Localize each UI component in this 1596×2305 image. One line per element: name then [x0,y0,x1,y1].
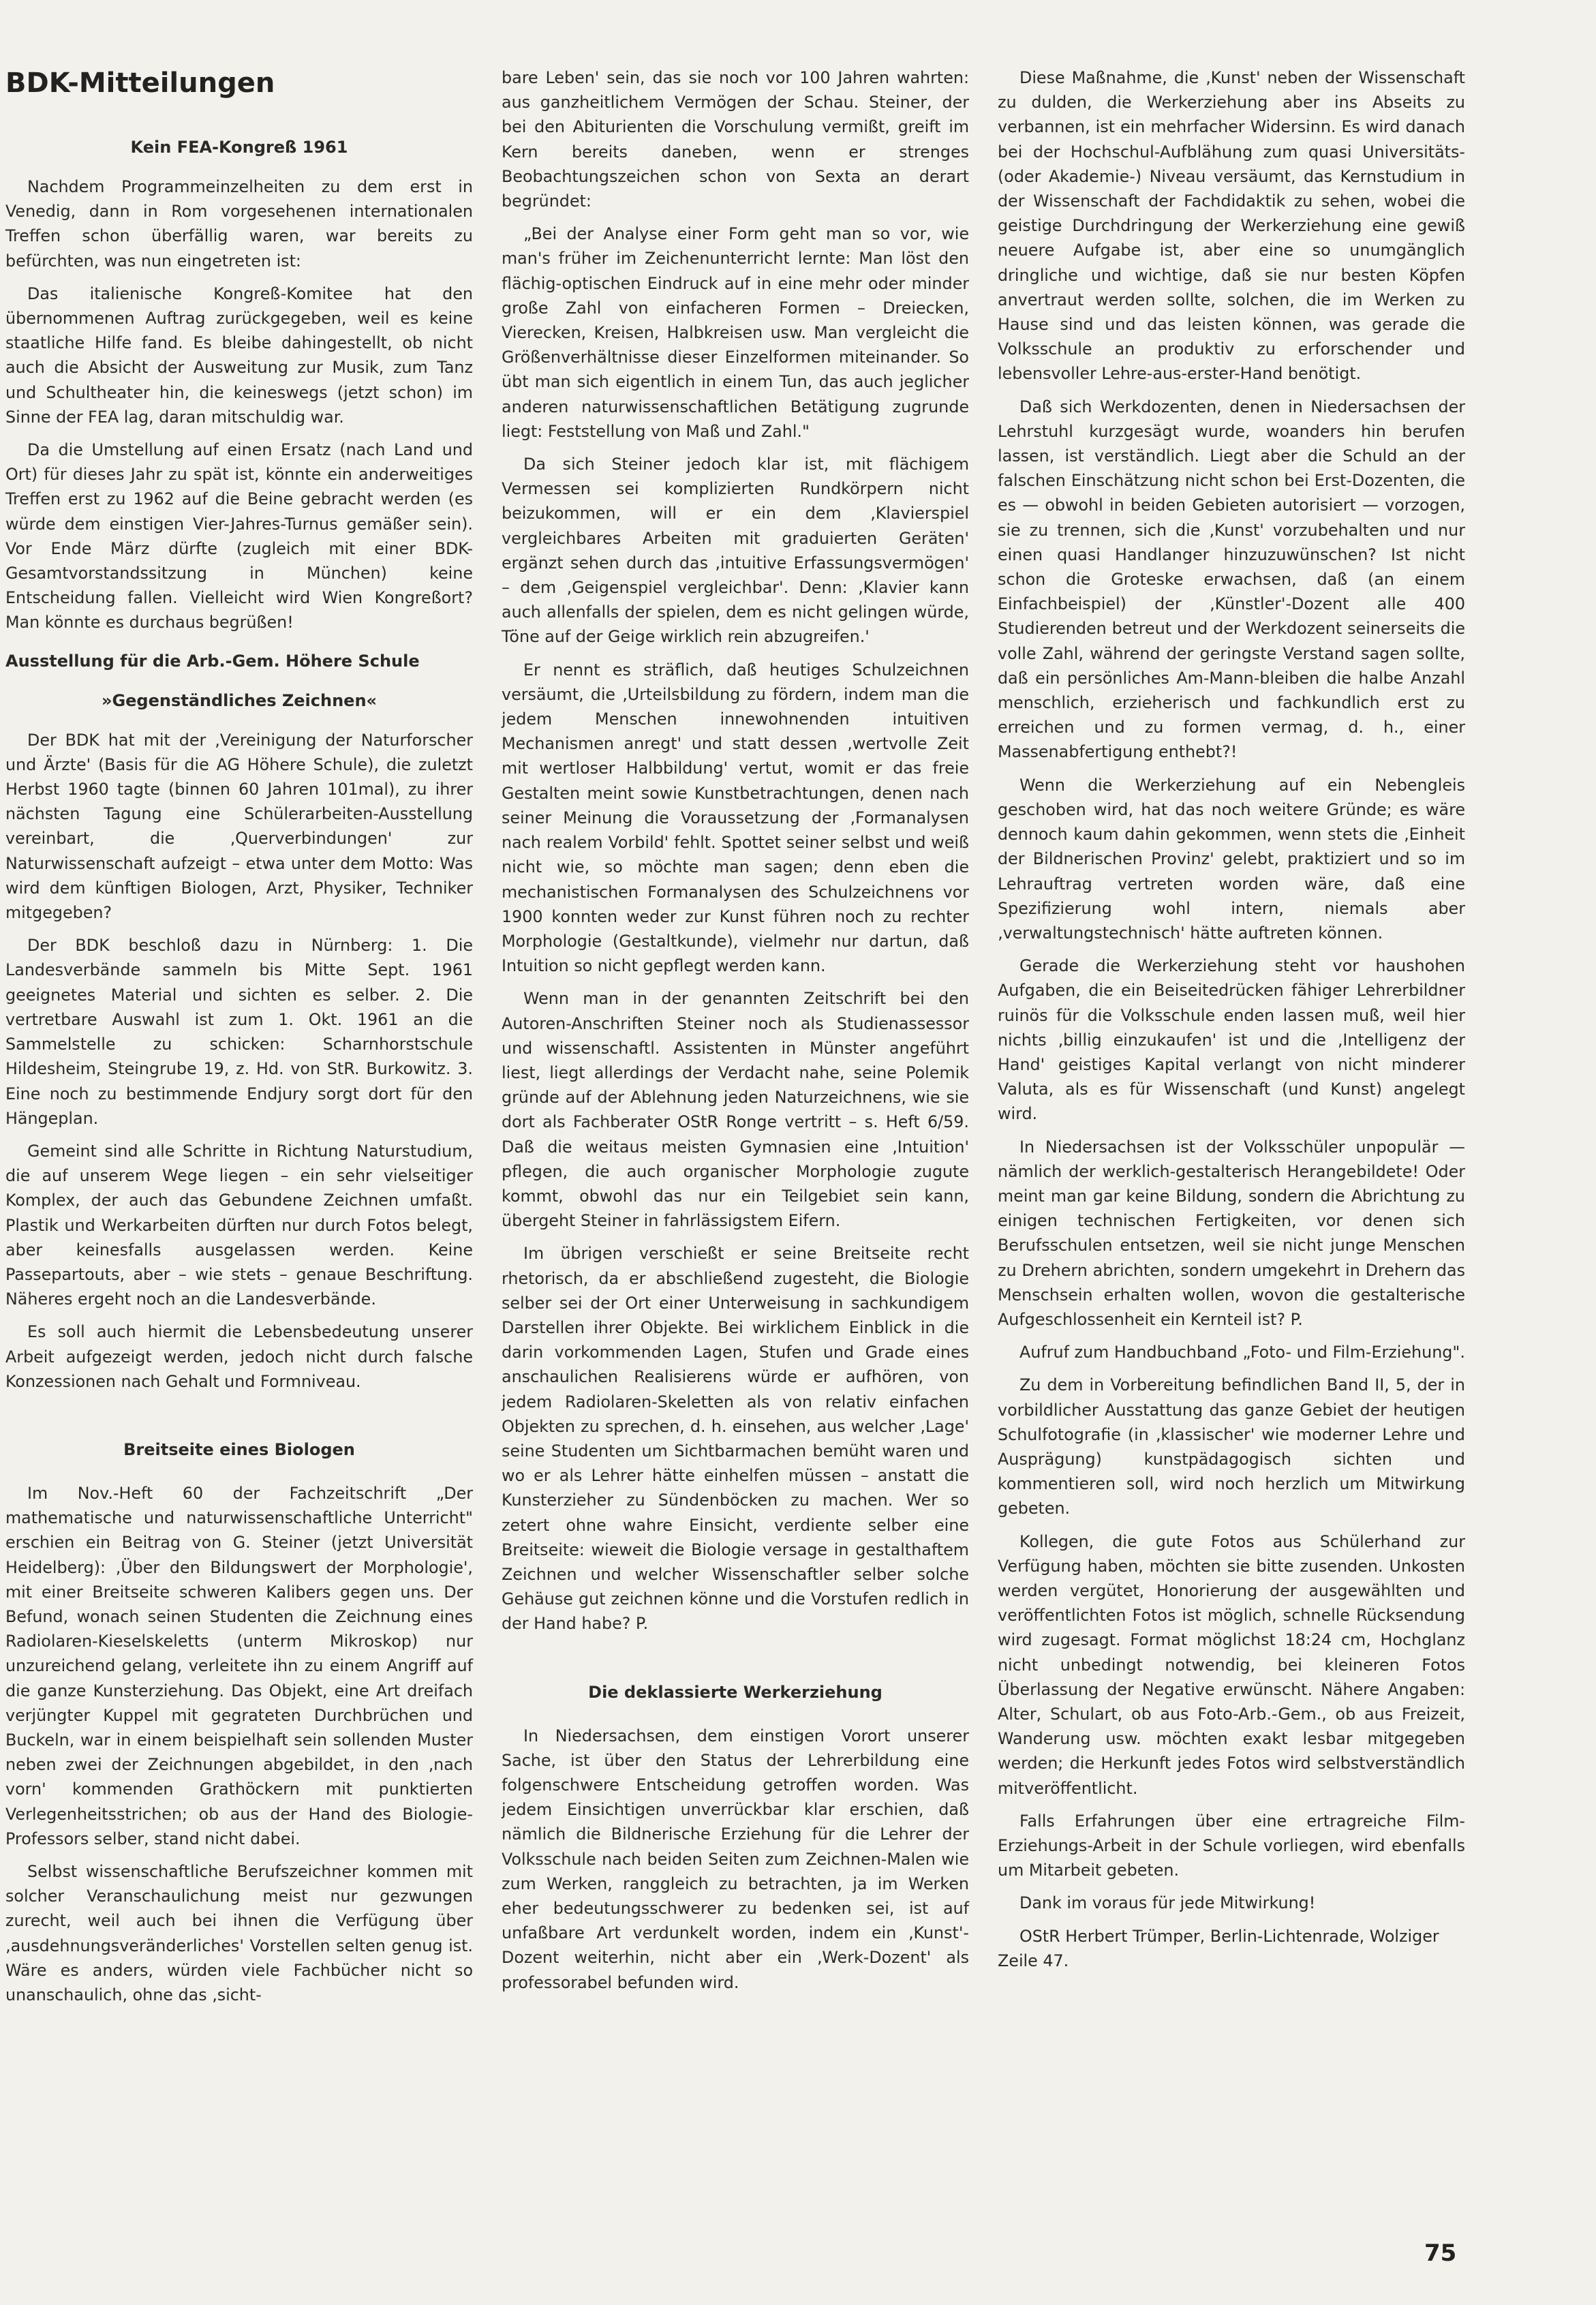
paragraph: Er nennt es sträflich, daß heutiges Schulzeichnen versäumt, die ‚Urteilsbildung zu fördern, indem man die jedem Menschen innewohnenden intuitiven Mechanismen anregt' und statt dessen ‚wertvolle Zeit mit wertloser Halbbildung' vertut, womit er das freie Gestalten meint sowie Kunstbetrachtungen, denen nach seiner Meinung die Voraussetzung der ‚Formanalysen nach realem Vorbild' fehlt. Spottet seiner selbst und weiß nicht wie, so möchte man sagen; denn eben die mechanistischen Formanalysen des Schulzeichnens vor 1900 konnten weder zur Kunst führen noch zu rechter Morphologie (Gestaltkunde), vielmehr nur dartun, daß Intuition so nicht gepflegt werden kann. [502,660,969,976]
paragraph: Gemeint sind alle Schritte in Richtung Naturstudium, die auf unserem Wege liegen – ein sehr vielseitiger Komplex, der auch das Gebundene Zeichnen umfaßt. Plastik und Werkarbeiten dürften nur durch Fotos belegt, aber keinesfalls ausgelassen werden. Keine Passepartouts, aber – wie stets – genaue Beschriftung. Näheres ergeht noch an die Landesverbände. [5,1141,473,1309]
section-subtitle-drawing: »Gegenständliches Zeichnen« [101,690,378,710]
quote-paragraph: „Bei der Analyse einer Form geht man so vor, wie man's früher im Zeichenunterricht lernte: Man löst den flächig-optischen Eindruck auf in eine mehr oder minder große Zahl von einfacheren Formen – Dreiecken, Vierecken, Kreisen, Halbkreisen usw. Man vergleicht die Größenverhältnisse dieser Einzelformen miteinander. So übt man sich eigentlich in einem Tun, das auch jeglicher anderen naturwissenschaftlichen Betätigung zugrunde liegt: Feststellung von Maß und Zahl." [502,224,969,441]
section-title-werkerziehung: Die deklassierte Werkerziehung [588,1682,883,1702]
paragraph: Es soll auch hiermit die Lebensbedeutung unserer Arbeit aufgezeigt werden, jedoch nicht durch falsche Konzessionen nach Gehalt und Formniveau. [5,1322,473,1391]
paragraph: Kollegen, die gute Fotos aus Schülerhand zur Verfügung haben, möchten sie bitte zusenden. Unkosten werden vergütet, Honorierung der ausgewählten und veröffentlichten Fotos ist möglich, schnelle Rücksendung wird zugesagt. Format möglichst 18:24 cm, Hochglanz nicht unbedingt notwendig, bei kleineren Fotos Überlassung der Negative erwünscht. Nähere Angaben: Alter, Schulart, ob aus Foto-Arb.-Gem., ob aus Freizeit, Wanderung usw. möchten exakt lesbar mitgegeben werden; die Herkunft jedes Fotos wird selbstverständlich mitveröffentlicht. [998,1531,1465,1798]
paragraph: In Niedersachsen ist der Volksschüler unpopulär — nämlich der werklich-gestalterisch Herangebildete! Oder meint man gar keine Bildung, sondern die Abrichtung zu einigen technischen Fertigkeiten, vor denen sich Berufsschulen entsetzen, weil sie nicht junge Menschen zu Drehern abrichten, sondern umgekehrt in Drehern das Menschsein erhalten wollen, wovon die gestalterische Aufgeschlossenheit ein Kernteil ist? P. [998,1137,1465,1329]
paragraph: Wenn die Werkerziehung auf ein Nebengleis geschoben wird, hat das noch weitere Gründe; es wäre dennoch kaum dahin gekommen, wenn stets die ‚Einheit der Bildnerischen Provinz' gelebt, praktiziert und so im Lehrauftrag vertreten worden wäre, daß eine Spezifizierung wohl intern, niemals aber ‚verwaltungstechnisch' hätte auftreten können. [998,775,1465,943]
paragraph: Zu dem in Vorbereitung befindlichen Band II, 5, der in vorbildlicher Ausstattung das ganze Gebiet der heutigen Schulfotografie (in ‚klassischer' wie moderner Lehre und Ausprägung) kunstpädagogisch sichten und kommentieren soll, wird noch herzlich um Mitwirkung gebeten. [998,1375,1465,1518]
paragraph: Falls Erfahrungen über eine ertragreiche Film-Erziehungs-Arbeit in der Schule vorliegen, wird ebenfalls um Mitarbeit gebeten. [998,1811,1465,1880]
paragraph: Im übrigen verschießt er seine Breitseite recht rhetorisch, da er abschließend zugesteht, die Biologie selber sei der Ort einer Unterweisung in sachkundigem Darstellen ihrer Objekte. Bei wirklichem Einblick in die darin vorkommenden Lagen, Stufen und Grade eines anschaulichen Realisierens würde er aufhören, von jedem Radiolaren-Skeletten als von relativ einfachen Objekten zu sprechen, d. h. einsehen, aus welcher ‚Lage' seine Studenten um Sichtbarmachen bemüht waren und wo er als Lehrer hätte einhelfen müssen – anstatt die Kunsterzieher zu Sündenböcken zu machen. Wer so zetert ohne wahre Einsicht, verdiente selber eine Breitseite: wieweit die Biologie versage in gestalthaftem Zeichnen und welcher Wissenschaftler selber solche Gehäuse gut zeichnen könne und die Vorstufen redlich in der Hand habe? P. [502,1244,969,1634]
page-heading: BDK-Mitteilungen [5,67,275,99]
column-left [5,65,473,2015]
paragraph: Diese Maßnahme, die ‚Kunst' neben der Wissenschaft zu dulden, die Werkerziehung aber ins Abseits zu verbannen, ist ein mehrfacher Widersinn. Es wird danach bei der Hochschul-Aufblähung zum quasi Universitäts- (oder Akademie-) Niveau versäumt, das Kernstudium in der Wissenschaft der Fachdidaktik zu sehen, wobei die geistige Durchdringung der Werkerziehung eine gewiß neuere Aufgabe ist, aber eine so unumgänglich dringliche und wichtige, daß sie nur besten Köpfen anvertraut werden sollte, solchen, die im Werken zu Hause sind und das leisten können, was gerade die Volksschule an produktiv zu erforschender und lebensvoller Lehre-aus-erster-Hand benötigt. [998,68,1465,384]
paragraph: In Niedersachsen, dem einstigen Vorort unserer Sache, ist über den Status der Lehrerbildung eine folgenschwere Entscheidung getroffen worden. Was jedem Einsichtigen unverrückbar klar erschien, daß nämlich die Bildnerische Erziehung für die Lehrer der Volksschule nach beiden Seiten zum Zeichnen-Malen wie zum Werken, ranggleich zu betrachten, ja im Werken eher bedeutungsschwerer zu bedenken sei, ist auf unfaßbare Art verdunkelt worden, indem ein ‚Kunst'-Dozent weiterhin, nicht aber ein ‚Werk-Dozent' als professorabel befunden wird. [502,1726,969,1992]
signature-address: OStR Herbert Trümper, Berlin-Lichtenrade, Wolziger Zeile 47. [998,1926,1439,1970]
appeal-heading: Aufruf zum Handbuchband „Foto- und Film-Erziehung". [1019,1343,1465,1362]
page-number: 75 [1424,2240,1457,2267]
paragraph: Da sich Steiner jedoch klar ist, mit flächigem Vermessen sei komplizierten Rundkörpern nicht beizukommen, will er ein dem ‚Klavierspiel vergleichbares Arbeiten mit graduierten Geräten' ergänzt sehen durch das ‚intuitive Erfassungsvermögen' – dem ‚Geigenspiel vergleichbar'. Denn: ‚Klavier kann auch allenfalls der spielen, dem es nicht gelingen würde, Töne auf der Geige wirklich rein abzugreifen.' [502,455,969,647]
column-right [998,65,1465,1981]
paragraph: Das italienische Kongreß-Komitee hat den übernommenen Auftrag zurückgegeben, weil es keine staatliche Hilfe fand. Es bleibe dahingestellt, ob nicht auch die Absicht der Ausweitung zur Musik, zum Tanz und Schultheater hin, die keineswegs (jetzt schon) im Sinne der FEA lag, daran mitschuldig war. [5,284,473,427]
paragraph: Dank im voraus für jede Mitwirkung! [1019,1893,1316,1913]
paragraph: Da die Umstellung auf einen Ersatz (nach Land und Ort) für dieses Jahr zu spät ist, könnte ein anderweitiges Treffen erst zu 1962 auf die Beine gebracht werden (es würde dem einstigen Vier-Jahres-Turnus gemäßer sein). Vor Ende März dürfte (zugleich mit einer BDK-Gesamtvorstandssitzung in München) keine Entscheidung fallen. Vielleicht wird Wien Kongreßort? Man könnte es durchaus begrüßen! [5,440,473,632]
section-title-biologist: Breitseite eines Biologen [123,1439,355,1459]
paragraph: Der BDK beschloß dazu in Nürnberg: 1. Die Landesverbände sammeln bis Mitte Sept. 1961 geeignetes Material und sichten es selber. 2. Die vertretbare Auswahl ist zum 1. Okt. 1961 an die Sammelstelle zu schicken: Scharnhorstschule Hildesheim, Steingrube 19, z. Hd. von StR. Burkowitz. 3. Eine noch zu bestimmende Endjury sorgt dort für den Hängeplan. [5,936,473,1128]
section-title-fea-congress: Kein FEA-Kongreß 1961 [130,138,348,157]
paragraph: Gerade die Werkerziehung steht vor haushohen Aufgaben, die ein Beiseitedrücken fähiger Lehrerbildner ruinös für die Volksschule enden lassen muß, weil hier nichts ‚billig einzukaufen' ist und die ‚Intelligenz der Hand' geistiges Kapital verlangt von nicht minderer Valuta, als es für Wissenschaft (und Kunst) angelegt wird. [998,956,1465,1124]
paragraph: Wenn man in der genannten Zeitschrift bei den Autoren-Anschriften Steiner noch als Studienassessor und wissenschaftl. Assistenten in Münster angeführt liest, liegt allerdings der Verdacht nahe, seine Polemik gründe auf der Ablehnung jeden Naturzeichnens, wie sie dort als Fachberater OStR Ronge vertritt – s. Heft 6/59. Daß die weitaus meisten Gymnasien eine ‚Intuition' pflegen, die auch organischer Morphologie zugute kommt, obwohl das nur ein Teilgebiet sein kann, übergeht Steiner in fahrlässigstem Eifern. [502,989,969,1231]
paragraph: Im Nov.-Heft 60 der Fachzeitschrift „Der mathematische und naturwissenschaftliche Unterricht" erschien ein Beitrag von G. Steiner (jetzt Universität Heidelberg): ‚Über den Bildungswert der Morphologie', mit einer Breitseite schweren Kalibers gegen uns. Der Befund, wonach seinen Studenten die Zeichnung eines Radiolaren-Kieselskeletts (unterm Mikroskop) nur unzureichend gelang, verleitete ihn zu einem Angriff auf die ganze Kunsterziehung. Das Objekt, eine Art dreifach verjüngter Kuppel mit gegrateten Durchbrüchen und Buckeln, war in einem beispielhaft sein sollenden Muster neben zwei der Zeichnungen abgebildet, in den ‚nach vorn' kommenden Grathöckern mit punktierten Verlegenheitsstrichen; ob aus der Hand des Biologie-Professors selber, stand nicht dabei. [5,1483,473,1848]
paragraph: Nachdem Programmeinzelheiten zu dem erst in Venedig, dann in Rom vorgesehenen internationalen Treffen schon überfällig waren, war bereits zu befürchten, was nun eingetreten ist: [5,177,473,271]
column-middle [502,65,969,2003]
paragraph: Selbst wissenschaftliche Berufszeichner kommen mit solcher Veranschaulichung meist nur gezwungen zurecht, weil auch bei ihnen die Verfügung über ‚ausdehnungsveränderliches' Vorstellen selten genug ist. Wäre es anders, würden viele Fachbücher nicht so unanschaulich, ohne das ‚sicht- [5,1861,473,2004]
paragraph: Daß sich Werkdozenten, denen in Niedersachsen der Lehrstuhl kurzgesägt wurde, woanders hin berufen lassen, ist verständlich. Liegt aber die Schuld an der falschen Einschätzung nicht schon bei Erst-Dozenten, die es — obwohl in beiden Gebieten autorisiert — vorzogen, sie zu trennen, sich die ‚Kunst' vorzubehalten und nur einen quasi Handlanger hinzuzuwünschen? Ist nicht schon die Groteske erwachsen, daß (an einem Einfachbeispiel) der ‚Künstler'-Dozent alle 400 Studierenden betreut und der Werkdozent seinerseits die volle Zahl, während der geringste Verstand sagen sollte, daß ein persönliches Am-Mann-bleiben die halbe Anzahl menschlich, erzieherisch und fachkundlich erst zu erreichen und zu formen vermag, d. h., einer Massenabfertigung enthebt?! [998,397,1465,762]
paragraph: bare Leben' sein, das sie noch vor 100 Jahren wahrten: aus ganzheitlichem Vermögen der Schau. Steiner, der bei den Abiturienten die Vorschulung vermißt, greift im Kern bereits daneben, wenn er strenges Beobachtungszeichen schon von Sexta an derart begründet: [502,68,969,211]
paragraph: Der BDK hat mit der ‚Vereinigung der Naturforscher und Ärzte' (Basis für die AG Höhere Schule), die zuletzt Herbst 1960 tagte (binnen 60 Jahren 101mal), zu ihrer nächsten Tagung eine Schülerarbeiten-Ausstellung vereinbart, die ‚Querverbindungen' zur Naturwissenschaft aufzeigt – etwa unter dem Motto: Was wird dem künftigen Biologen, Arzt, Physiker, Techniker mitgegeben? [5,730,473,923]
section-title-exhibition: Ausstellung für die Arb.-Gem. Höhere Schule [5,651,420,671]
